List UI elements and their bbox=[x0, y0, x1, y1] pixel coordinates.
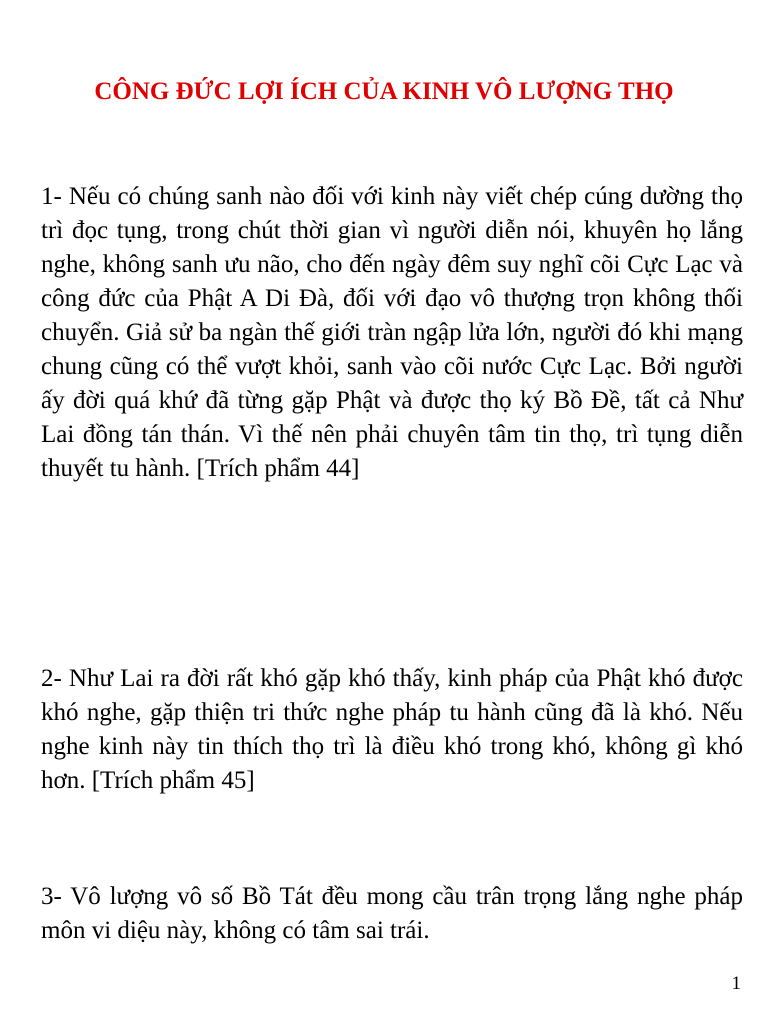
page-number: 1 bbox=[731, 973, 741, 994]
document-title: CÔNG ĐỨC LỢI ÍCH CỦA KINH VÔ LƯỢNG THỌ bbox=[94, 78, 674, 105]
paragraph-3: 3- Vô lượng vô số Bồ Tát đều mong cầu trân trọng lắng nghe pháp môn vi diệu này, không có tâm sai trái. bbox=[41, 883, 743, 944]
paragraph-1: 1- Nếu có chúng sanh nào đối với kinh này viết chép cúng dường thọ trì đọc tụng, trong chút thời gian vì người diễn nói, khuyên họ lắng nghe, không sanh ưu não, cho đến ngày đêm suy nghĩ cõi Cực Lạc và công đức của Phật A Di Đà, đối với đạo vô thượng trọn không thối chuyển. Giả sử ba ngàn thế giới tràn ngập lửa lớn, người đó khi mạng chung cũng có thể vượt khỏi, sanh vào cõi nước Cực Lạc. Bởi người ấy đời quá khứ đã từng gặp Phật và được thọ ký Bồ Đề, tất cả Như Lai đồng tán thán. Vì thế nên phải chuyên tâm tin thọ, trì tụng diễn thuyết tu hành. [Trích phẩm 44] bbox=[41, 183, 743, 482]
paragraph-2: 2- Như Lai ra đời rất khó gặp khó thấy, kinh pháp của Phật khó được khó nghe, gặp thiện tri thức nghe pháp tu hành cũng đã là khó. Nếu nghe kinh này tin thích thọ trì là điều khó trong khó, không gì khó hơn. [Trích phẩm 45] bbox=[41, 665, 743, 794]
